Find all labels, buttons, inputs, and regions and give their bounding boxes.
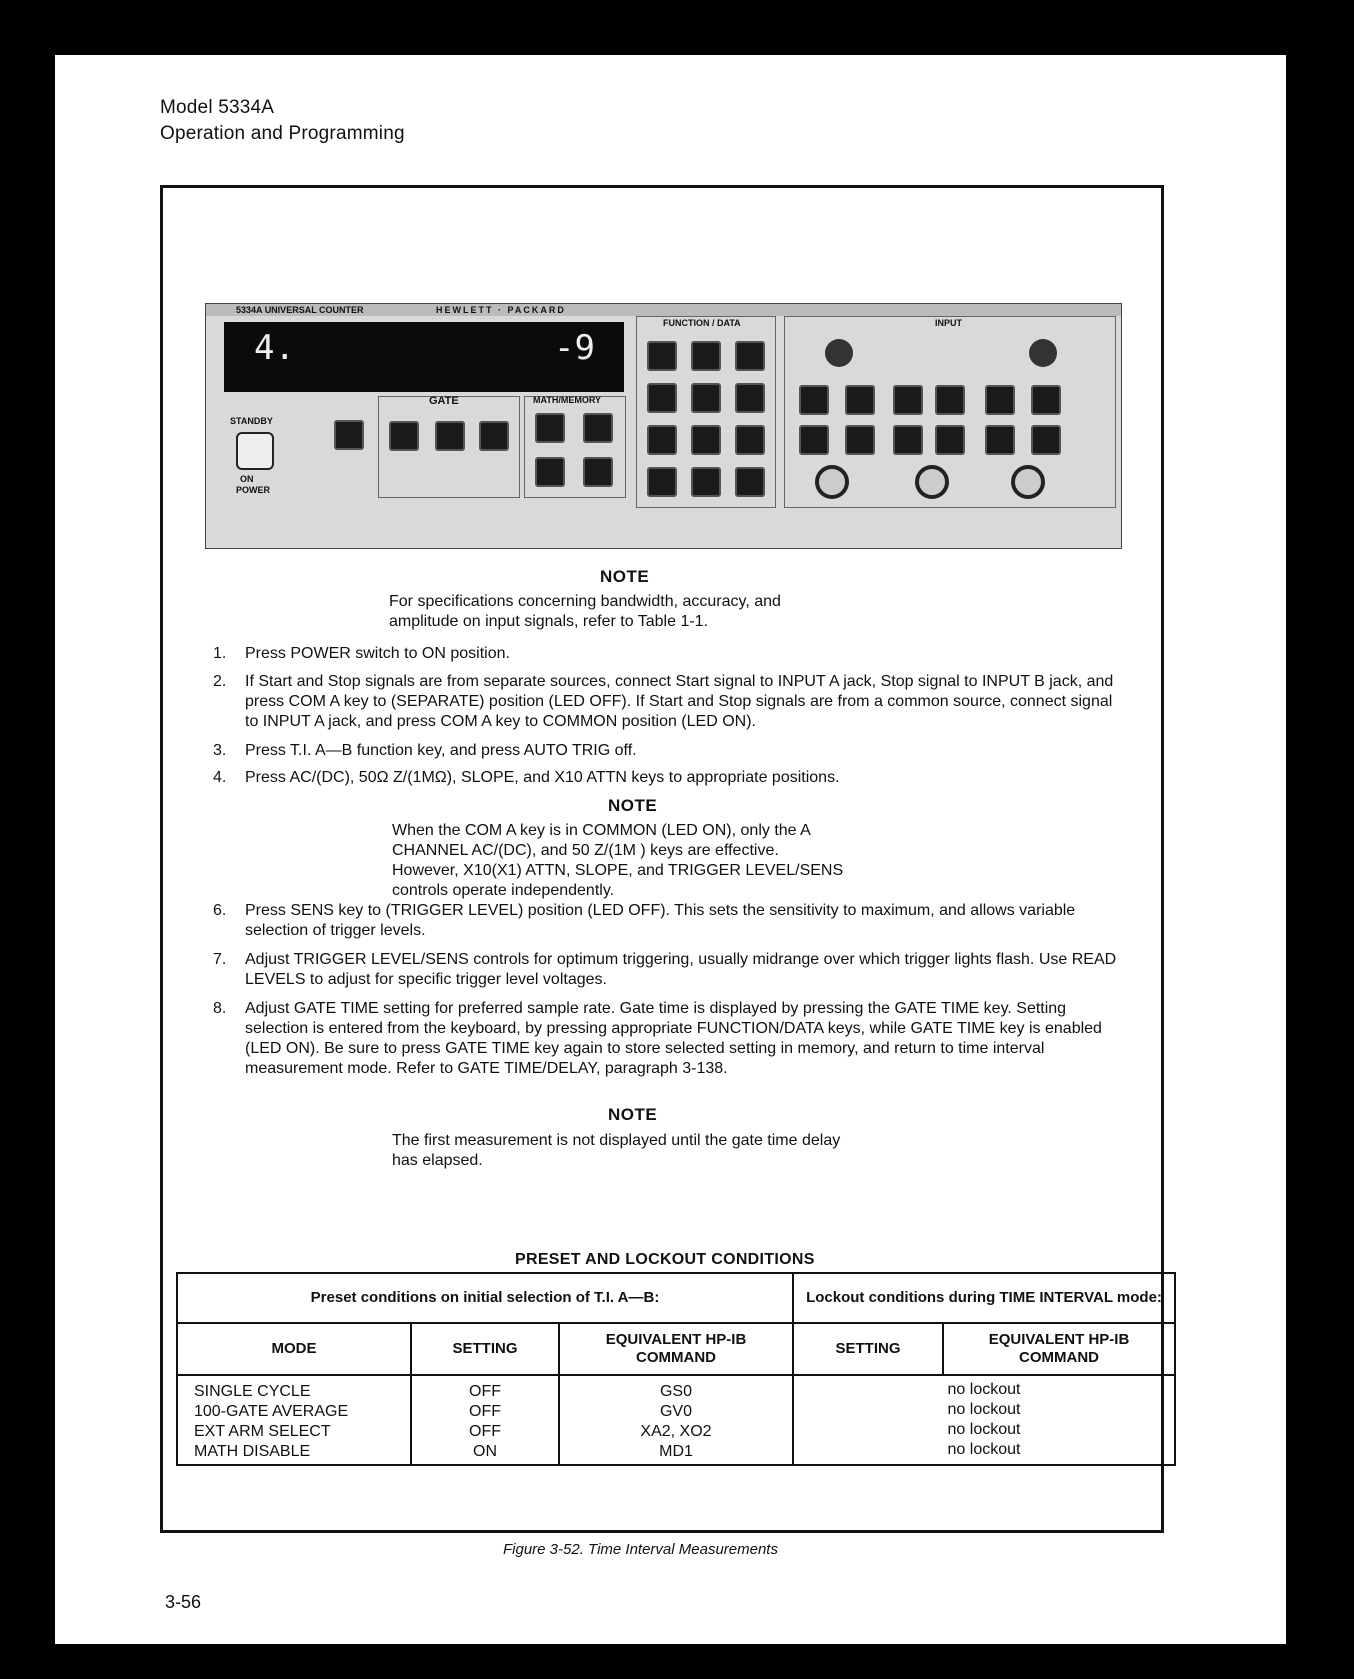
step-text: Adjust GATE TIME setting for preferred sample rate. Gate time is displayed by pressing the GATE TIME key. Setting selection is entered from the keyboard, by pressing appropriate FUNCTION/DATA keys, while GATE TIME key is enabled (LED ON). Be sure to press GATE TIME key again to store selected setting in memory, and return to time interval measurement mode. Refer to GATE TIME/DELAY, paragraph 3-138.	[245, 1000, 1102, 1077]
step-number: 7.	[213, 951, 227, 968]
step-number: 4.	[213, 769, 227, 786]
function-key[interactable]	[735, 341, 765, 371]
input-c-jack[interactable]	[1011, 465, 1045, 499]
input-b-jack[interactable]	[915, 465, 949, 499]
step-number: 2.	[213, 673, 227, 690]
function-key[interactable]	[647, 425, 677, 455]
group-header-preset: Preset conditions on initial selection of T.I. A—B:	[310, 1289, 660, 1306]
input-key[interactable]	[893, 385, 923, 415]
panel-key[interactable]	[334, 420, 364, 450]
column-header-lockout-equivalent: EQUIVALENT HP-IB COMMAND	[988, 1331, 1130, 1366]
lockout-cell: no lockout	[947, 1441, 1021, 1458]
function-key[interactable]	[647, 341, 677, 371]
table-row	[194, 1402, 348, 1422]
setting-cell: OFF	[469, 1383, 501, 1400]
step-text: If Start and Stop signals are from separate sources, connect Start signal to INPUT A jack, Stop signal to INPUT B jack, and press COM A key to (SEPARATE) position (LED OFF). If Start and Stop signals are from a common source, connect signal to INPUT A jack, and press COM A key to COMMON position (LED ON).	[245, 673, 1114, 730]
setting-cell: OFF	[469, 1403, 501, 1420]
step-number: 6.	[213, 902, 227, 919]
function-key[interactable]	[735, 467, 765, 497]
divider	[178, 1374, 1174, 1376]
step-item	[213, 741, 1128, 761]
setting-cell: ON	[473, 1443, 497, 1460]
mode-cell: 100-GATE AVERAGE	[194, 1403, 349, 1420]
math-memory-section	[524, 396, 626, 498]
led-display	[224, 322, 624, 392]
trigger-level-knob-b[interactable]	[1029, 339, 1057, 367]
column-header-setting: SETTING	[452, 1340, 518, 1357]
function-data-section	[636, 316, 776, 508]
input-key[interactable]	[985, 425, 1015, 455]
column-header-equivalent: EQUIVALENT HP-IB COMMAND	[605, 1331, 747, 1366]
note-body: The first measurement is not displayed until the gate time delay has elapsed.	[392, 1132, 841, 1169]
display-right-digits: -9	[554, 328, 595, 368]
input-key[interactable]	[1031, 425, 1061, 455]
step-item	[213, 644, 1128, 664]
function-key[interactable]	[691, 425, 721, 455]
step-text: Press POWER switch to ON position.	[245, 645, 510, 662]
function-key[interactable]	[735, 425, 765, 455]
group-header-lockout: Lockout conditions during TIME INTERVAL mode:	[806, 1289, 1162, 1306]
input-key[interactable]	[935, 385, 965, 415]
mode-cell: MATH DISABLE	[194, 1443, 311, 1460]
note-body: For specifications concerning bandwidth, accuracy, and amplitude on input signals, refer to Table 1-1.	[389, 593, 781, 630]
lockout-cell: no lockout	[947, 1381, 1021, 1398]
table-row	[194, 1382, 310, 1402]
input-key[interactable]	[799, 425, 829, 455]
trigger-level-knob-a[interactable]	[825, 339, 853, 367]
note-title: NOTE	[608, 1105, 658, 1124]
function-data-label: FUNCTION / DATA	[663, 318, 741, 328]
instrument-label: 5334A UNIVERSAL COUNTER	[236, 305, 364, 315]
gate-key[interactable]	[435, 421, 465, 451]
gate-section	[378, 396, 520, 498]
step-text: Press T.I. A—B function key, and press AUTO TRIG off.	[245, 742, 637, 759]
function-key[interactable]	[647, 467, 677, 497]
gate-time-key[interactable]	[389, 421, 419, 451]
math-key[interactable]	[583, 413, 613, 443]
on-label: ON	[240, 474, 254, 484]
input-label: INPUT	[935, 318, 962, 328]
input-section	[784, 316, 1116, 508]
lockout-cell: no lockout	[947, 1421, 1021, 1438]
step-number: 1.	[213, 645, 227, 662]
step-item	[213, 950, 1128, 990]
step-text: Press SENS key to (TRIGGER LEVEL) position (LED OFF). This sets the sensitivity to maximum, and allows variable selection of trigger levels.	[245, 902, 1076, 939]
mode-cell: SINGLE CYCLE	[194, 1383, 311, 1400]
table-title: PRESET AND LOCKOUT CONDITIONS	[515, 1251, 815, 1268]
command-cell: MD1	[659, 1443, 693, 1460]
table-row	[194, 1442, 310, 1462]
step-number: 8.	[213, 1000, 227, 1017]
gate-key[interactable]	[479, 421, 509, 451]
column-header-lockout-setting: SETTING	[835, 1340, 901, 1357]
document-page	[55, 55, 1286, 1644]
input-key[interactable]	[1031, 385, 1061, 415]
function-key[interactable]	[735, 383, 765, 413]
preset-lockout-table	[176, 1272, 1176, 1466]
note-body: When the COM A key is in COMMON (LED ON), only the A CHANNEL AC/(DC), and 50 Z/(1M ) keys are effective. However, X10(X1) ATTN, SLOPE, and TRIGGER LEVEL/SENS controls operate independently.	[392, 822, 844, 899]
memory-key[interactable]	[535, 457, 565, 487]
figure-caption: Figure 3-52. Time Interval Measurements	[503, 1541, 778, 1558]
math-key[interactable]	[535, 413, 565, 443]
power-switch[interactable]	[236, 432, 274, 470]
input-key[interactable]	[935, 425, 965, 455]
brand-label: HEWLETT · PACKARD	[436, 305, 566, 315]
column-header-mode: MODE	[271, 1340, 317, 1357]
note-title: NOTE	[600, 567, 650, 586]
header-model: Model 5334A	[160, 97, 275, 118]
memory-key[interactable]	[583, 457, 613, 487]
table-row	[194, 1422, 331, 1442]
mode-cell: EXT ARM SELECT	[194, 1423, 331, 1440]
input-key[interactable]	[893, 425, 923, 455]
gate-label: GATE	[429, 395, 459, 407]
step-text: Press AC/(DC), 50Ω Z/(1MΩ), SLOPE, and X10 ATTN keys to appropriate positions.	[245, 769, 840, 786]
function-key[interactable]	[691, 383, 721, 413]
instrument-photo	[205, 303, 1122, 549]
step-number: 3.	[213, 742, 227, 759]
lockout-cell: no lockout	[947, 1401, 1021, 1418]
step-text: Adjust TRIGGER LEVEL/SENS controls for optimum triggering, usually midrange over which trigger lights flash. Use READ LEVELS to adjust for specific trigger level voltages.	[245, 951, 1117, 988]
math-memory-label: MATH/MEMORY	[533, 395, 601, 405]
input-key[interactable]	[799, 385, 829, 415]
page-number: 3-56	[165, 1592, 202, 1612]
setting-cell: OFF	[469, 1423, 501, 1440]
command-cell: XA2, XO2	[640, 1423, 712, 1440]
step-item	[213, 901, 1128, 941]
step-item	[213, 999, 1128, 1079]
input-key[interactable]	[845, 425, 875, 455]
function-key[interactable]	[691, 341, 721, 371]
command-cell: GV0	[659, 1403, 692, 1420]
function-key[interactable]	[691, 467, 721, 497]
note-title: NOTE	[608, 796, 658, 815]
input-a-jack[interactable]	[815, 465, 849, 499]
step-item	[213, 672, 1128, 732]
header-section: Operation and Programming	[160, 123, 405, 144]
input-key[interactable]	[845, 385, 875, 415]
function-key[interactable]	[647, 383, 677, 413]
standby-label: STANDBY	[230, 416, 273, 426]
command-cell: GS0	[659, 1383, 692, 1400]
display-left-digit: 4.	[254, 328, 295, 368]
power-label: POWER	[236, 485, 271, 495]
step-item	[213, 768, 1128, 788]
input-key[interactable]	[985, 385, 1015, 415]
